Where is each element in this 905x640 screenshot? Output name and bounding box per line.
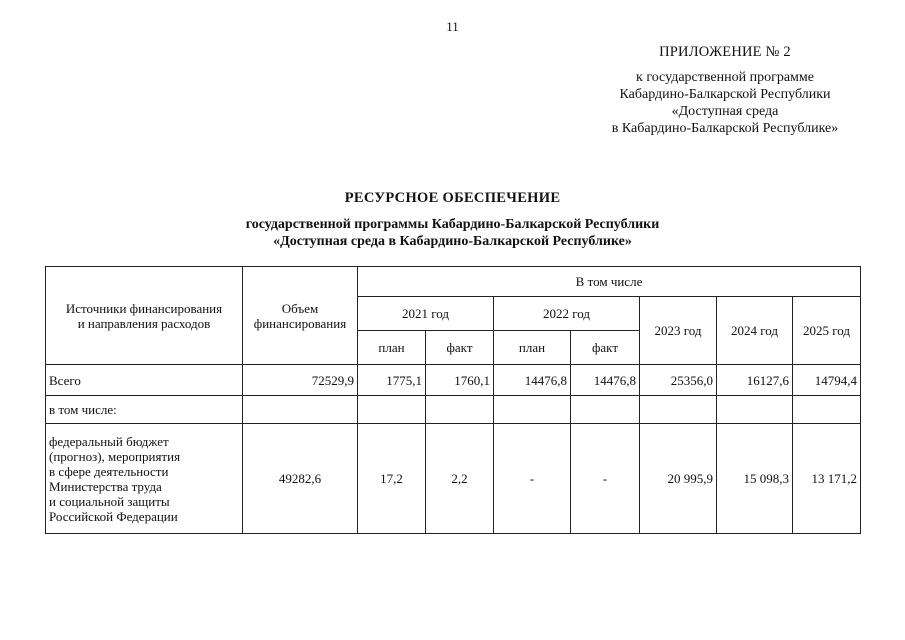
title-sub-line: «Доступная среда в Кабардино-Балкарской Республике» — [273, 234, 632, 249]
header-2022: 2022 год — [494, 297, 640, 331]
cell-2023: 20 995,9 — [640, 424, 717, 534]
cell-2021-plan: 17,2 — [358, 424, 426, 534]
cell-2025: 13 171,2 — [793, 424, 861, 534]
cell-2021-plan: 1775,1 — [358, 365, 426, 396]
title-sub — [0, 216, 905, 250]
header-2022-fact: факт — [571, 331, 640, 365]
appendix-heading: ПРИЛОЖЕНИЕ № 2 — [659, 44, 791, 60]
appendix-line: «Доступная среда — [671, 104, 779, 119]
cell-volume: 72529,9 — [243, 365, 358, 396]
cell-volume — [243, 396, 358, 424]
header-2021: 2021 год — [358, 297, 494, 331]
cell-2022-fact — [571, 396, 640, 424]
header-2022-plan: план — [494, 331, 571, 365]
table-row — [46, 424, 861, 534]
document-title — [0, 190, 905, 250]
header-volume: Объем финансирования — [243, 267, 358, 365]
cell-2025 — [793, 396, 861, 424]
cell-2023 — [640, 396, 717, 424]
cell-2024 — [717, 396, 793, 424]
row-source: Всего — [46, 365, 243, 396]
header-source: Источники финансирования и направления расходов — [46, 267, 243, 365]
cell-2024: 15 098,3 — [717, 424, 793, 534]
cell-2025: 14794,4 — [793, 365, 861, 396]
title-sub-line: государственной программы Кабардино-Балкарской Республики — [245, 217, 660, 232]
cell-2022-plan — [494, 396, 571, 424]
cell-2022-plan: 14476,8 — [494, 365, 571, 396]
cell-volume: 49282,6 — [243, 424, 358, 534]
header-2021-plan: план — [358, 331, 426, 365]
page-number: 11 — [446, 19, 459, 34]
cell-2021-plan — [358, 396, 426, 424]
table-row — [46, 365, 861, 396]
row-source: в том числе: — [46, 396, 243, 424]
appendix-line: Кабардино-Балкарской Республики — [619, 87, 831, 102]
header-2024: 2024 год — [717, 297, 793, 365]
table-row — [46, 396, 861, 424]
cell-2022-fact: - — [571, 424, 640, 534]
cell-2024: 16127,6 — [717, 365, 793, 396]
cell-2021-fact: 2,2 — [426, 424, 494, 534]
header-2025: 2025 год — [793, 297, 861, 365]
header-2021-fact: факт — [426, 331, 494, 365]
cell-2022-plan: - — [494, 424, 571, 534]
row-source: федеральный бюджет (прогноз), мероприятия в сфере деятельности Министерства труда и социальной защиты Российской Федерации — [46, 424, 243, 534]
resource-table — [45, 266, 861, 534]
header-2023: 2023 год — [640, 297, 717, 365]
appendix-block — [560, 44, 890, 137]
appendix-line: в Кабардино-Балкарской Республике» — [611, 121, 839, 136]
appendix-line: к государственной программе — [636, 70, 814, 85]
cell-2021-fact: 1760,1 — [426, 365, 494, 396]
header-including: В том числе — [358, 267, 861, 297]
cell-2023: 25356,0 — [640, 365, 717, 396]
cell-2022-fact: 14476,8 — [571, 365, 640, 396]
title-main: РЕСУРСНОЕ ОБЕСПЕЧЕНИЕ — [344, 190, 561, 206]
cell-2021-fact — [426, 396, 494, 424]
